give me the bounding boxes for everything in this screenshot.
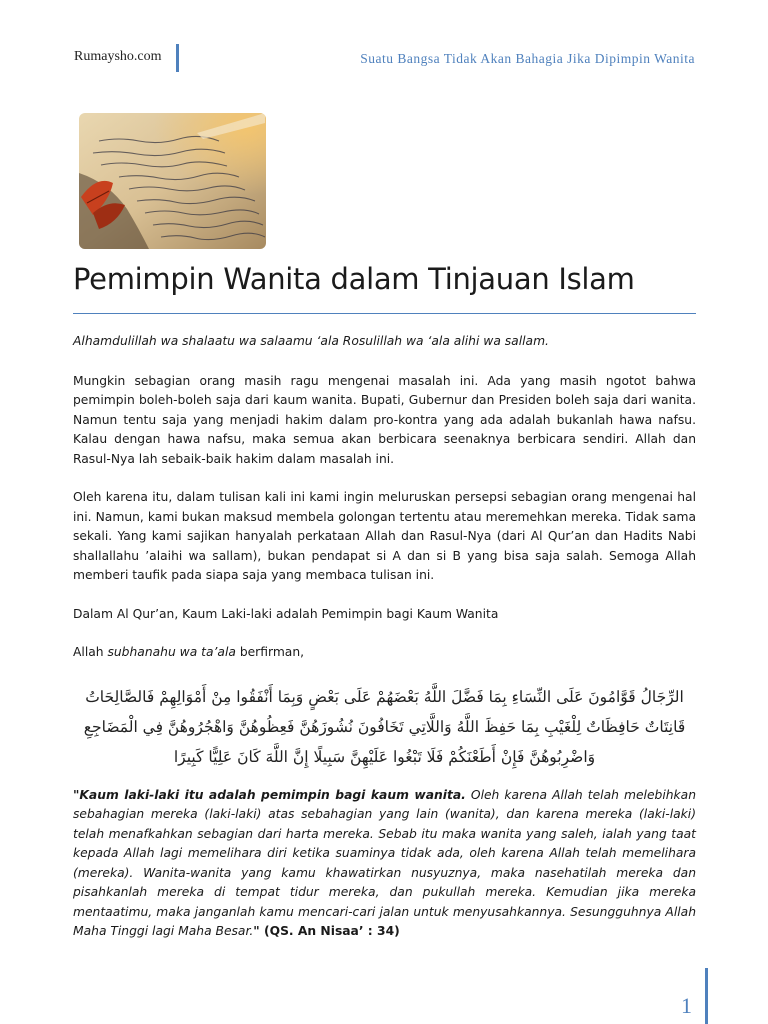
greeting: Alhamdulillah wa shalaatu wa salaamu ‘ala Rosulillah wa ‘ala alihi wa sallam. bbox=[73, 334, 549, 348]
article-photo bbox=[79, 113, 266, 249]
page-number: 1 bbox=[681, 993, 692, 1018]
paragraph-1: Mungkin sebagian orang masih ragu mengenai masalah ini. Ada yang masih ngotot bahwa pemimpin boleh-boleh saja dari kaum wanita. Bupati, Gubernur dan Presiden boleh saja dari wanita. Namun tentu saja yang menjadi hakim dalam pro-kontra yang ada adalah bukanlah hawa nafsu. Kalau dengan hawa nafsu, maka semua akan berbicara seenaknya berbicara sendiri. Allah dan Rasul-Nya lah sebaik-baik hakim dalam masalah ini. bbox=[73, 373, 696, 466]
translation-close-quote: " bbox=[253, 924, 260, 938]
verse-intro-allah: Allah bbox=[73, 645, 108, 659]
verse-intro-verb: berfirman, bbox=[235, 645, 305, 659]
site-name: Rumaysho.com bbox=[74, 49, 162, 64]
footer-divider bbox=[705, 968, 708, 1024]
header-divider bbox=[176, 44, 179, 72]
verse-intro bbox=[73, 643, 696, 663]
translation-lead: "Kaum laki-laki itu adalah pemimpin bagi kaum wanita. bbox=[73, 787, 466, 802]
article-body bbox=[73, 332, 696, 942]
section-subheading: Dalam Al Qur’an, Kaum Laki-laki adalah Pemimpin bagi Kaum Wanita bbox=[73, 606, 499, 621]
translation-body: Oleh karena Allah telah melebihkan sebahagian mereka (laki-laki) atas sebahagian yang lain (wanita), dan karena mereka (laki-laki) telah menafkahkan sebagian dari harta mereka. Sebab itu maka wanita yang saleh, ialah yang taat kepada Allah lagi memelihara diri ketika suaminya tidak ada, oleh karena Allah telah memelihara (mereka). Wanita-wanita yang kamu khawatirkan nusyuznya, maka nasehatilah mereka dan pisahkanlah mereka di tempat tidur mereka, dan pukullah mereka. Kemudian jika mereka mentaatimu, maka janganlah kamu mencari-cari jalan untuk menyusahkannya. Sesungguhnya Allah Maha Tinggi lagi Maha Besar. bbox=[73, 787, 696, 938]
title-rule bbox=[73, 313, 696, 314]
verse-intro-honorific: subhanahu wa ta’ala bbox=[107, 645, 236, 659]
verse-translation bbox=[73, 786, 696, 942]
verse-reference: (QS. An Nisaa’ : 34) bbox=[259, 924, 400, 938]
arabic-verse: الرِّجَالُ قَوَّامُونَ عَلَى النِّسَاءِ بِمَا فَضَّلَ اللَّهُ بَعْضَهُمْ عَلَى بَعْضٍ وَبِمَا أَنْفَقُوا مِنْ أَمْوَالِهِمْ فَالصَّالِحَاتُ قَانِتَاتٌ حَافِظَاتٌ لِلْغَيْبِ بِمَا حَفِظَ اللَّهُ وَاللَّاتِي تَخَافُونَ نُشُوزَهُنَّ فَعِظُوهُنَّ وَاهْجُرُوهُنَّ فِي الْمَضَاجِعِ وَاضْرِبُوهُنَّ فَإِنْ أَطَعْنَكُمْ فَلَا تَبْغُوا عَلَيْهِنَّ سَبِيلًا إِنَّ اللَّهَ كَانَ عَلِيًّا كَبِيرًا bbox=[83, 687, 686, 766]
article-title: Pemimpin Wanita dalam Tinjauan Islam bbox=[73, 262, 635, 296]
paragraph-2: Oleh karena itu, dalam tulisan kali ini kami ingin meluruskan persepsi sebagian orang mengenai hal ini. Namun, kami bukan maksud membela golongan tertentu atau meremehkan mereka. Tidak sama sekali. Yang kami sajikan hanyalah perkataan Allah dan Rasul-Nya (dari Al Qur’an dan Hadits Nabi shallallahu ’alaihi wa sallam), bukan pendapat si A dan si B yang bisa saja salah. Semoga Allah memberi taufik pada siapa saja yang membaca tulisan ini. bbox=[73, 490, 696, 582]
running-title: Suatu Bangsa Tidak Akan Bahagia Jika Dipimpin Wanita bbox=[360, 51, 695, 66]
